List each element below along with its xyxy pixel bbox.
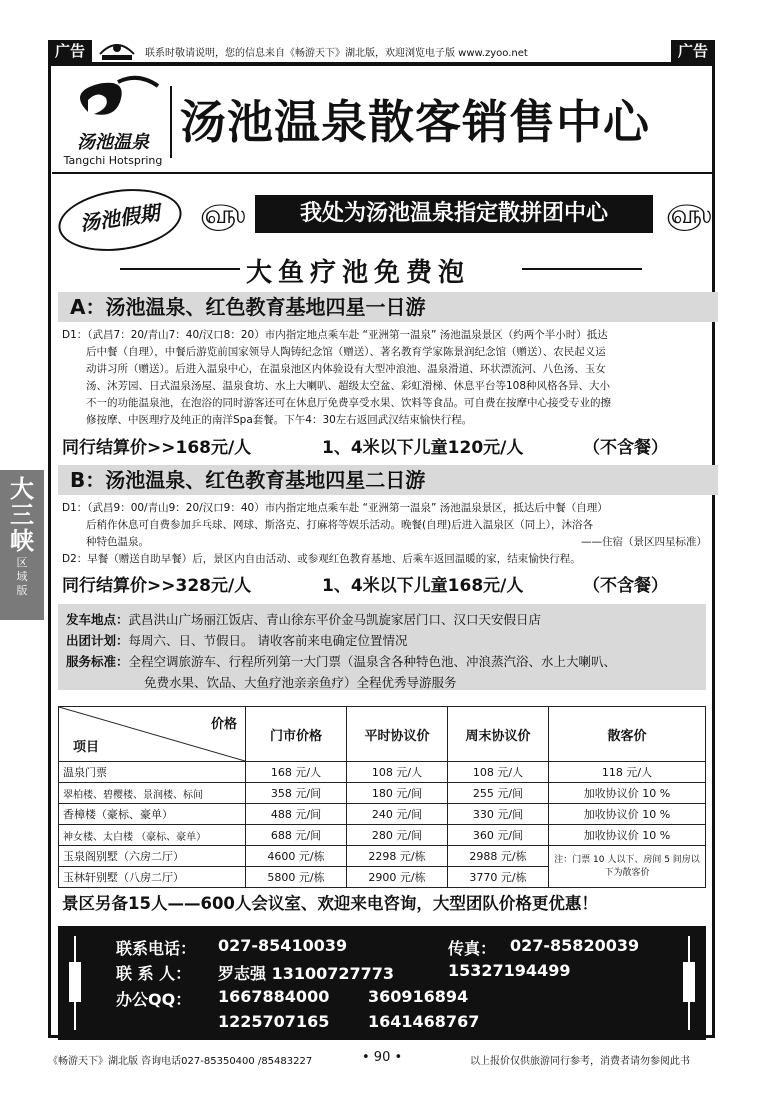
page-number: • 90 • [362,1050,403,1065]
divider [170,86,172,158]
tour-b-heading: B：汤池温泉、红色教育基地四星二日游 [58,465,718,495]
cell: 488 元/间 [246,804,347,825]
magazine-logo-icon [96,34,138,62]
depart-label: 发车地点： [66,612,129,627]
itinerary-line: 后中餐（自理），中餐后游览前国家领导人陶铸纪念馆（赠送）、著名教育学家陈景润纪念馆（赠送）、农民起义运 [86,346,606,358]
cell: 4600 元/栋 [246,846,347,867]
col-header: 散客价 [549,707,706,762]
itinerary-line [62,534,707,551]
logo-cn: 汤池温泉 [77,132,149,153]
col-header: 平时协议价 [347,707,448,762]
itinerary-line: D1：（武昌9：00/青山9：20/汉口9：40）市内指定地点乘车赴 “亚洲第一温泉” 汤池温泉景区，抵达后中餐（自理） [62,502,608,514]
cell: 180 元/间 [347,783,448,804]
corner-top: 价格 [210,717,237,732]
col-header: 周末协议价 [448,707,549,762]
side-region-tab [0,470,44,620]
itinerary-line: 动讲习所（赠送）。后进入温泉中心，在温泉池区内体验设有大型冲浪池、温泉滑道、环状漂流河、八色汤、玉女 [86,363,606,375]
itinerary-line: 不一的功能温泉池，在泡浴的同时游客还可在休息厅免费享受水果、饮料等食品。可自费在按摩中心接受专业的擦 [86,397,611,409]
qq-value[interactable]: 1641468767 [368,1012,480,1031]
qq-label: 办公QQ： [116,990,192,1009]
side-tab-title: 大三峡 [10,474,34,555]
info-box [58,604,706,690]
corner-bottom: 项目 [73,740,100,755]
cell: 玉林轩别墅（八房二厅） [59,867,246,888]
table-row [59,825,706,846]
cell: 加收协议价 10 % [549,825,706,846]
fax-label: 传真： [448,939,497,958]
tel-value[interactable]: 027-85410039 [218,936,348,955]
itinerary-line: 修按摩、中医理疗及纯正的南洋Spa套餐。下午4：30左右返回武汉结束愉快行程。 [86,414,473,426]
tour-a-child-price: 1、4米以下儿童120元/人 [322,438,524,458]
contact-box [58,926,706,1040]
cell: 2988 元/栋 [448,846,549,867]
decor-block [683,962,695,1002]
ornament-left-icon: ௵ [200,200,246,230]
table-corner [59,707,246,762]
plan-label: 出团计划： [66,633,129,648]
table-row [59,804,706,825]
tour-b-meal: （不含餐） [583,576,668,596]
meeting-note: 景区另备15人——600人会议室、欢迎来电咨询，大型团队价格更优惠！ [62,894,598,913]
cell: 280 元/间 [347,825,448,846]
table-row [59,846,706,867]
col-header: 门市价格 [246,707,347,762]
service-value: 免费水果、饮品、大鱼疗池亲亲鱼疗）全程优秀导游服务 [144,675,457,690]
plan-value: 每周六、日、节假日。 请收客前来电确定位置情况 [128,633,408,648]
itinerary-line: 后稍作休息可自费参加乒乓球、网球、斯洛克、打麻将等娱乐活动。晚餐(自理)后进入温泉区（同上），沐浴各 [86,519,593,531]
cell: 330 元/间 [448,804,549,825]
cell: 118 元/人 [549,762,706,783]
itinerary-text: 种特色温泉。 [86,536,149,548]
table-note: 注：门票 10 人以下、房间 5 间房以下为散客价 [549,846,706,888]
cell: 香樟楼（豪标、豪单） [59,804,246,825]
holiday-badge: 汤池假期 [54,182,185,259]
price-table [58,706,706,888]
cell: 358 元/间 [246,783,347,804]
tour-b-child-price: 1、4米以下儿童168元/人 [322,576,524,596]
cell: 翠柏楼、碧樱楼、景润楼、标间 [59,783,246,804]
cell: 2900 元/栋 [347,867,448,888]
cell: 3770 元/栋 [448,867,549,888]
cell: 2298 元/栋 [347,846,448,867]
divider [120,268,240,270]
divider [522,268,642,270]
stay-note: ——住宿（景区四星标准） [581,536,707,548]
cell: 688 元/间 [246,825,347,846]
footer-right: 以上报价仅供旅游同行参考，消费者请勿参阅此书 [470,1056,690,1067]
cell: 168 元/人 [246,762,347,783]
tour-a-heading: A：汤池温泉、红色教育基地四星一日游 [58,292,718,322]
logo-swirl-icon [58,72,168,132]
feature-title: 大鱼疗池免费泡 [246,258,471,288]
tangchi-logo [58,72,168,168]
service-value: 全程空调旅游车、行程所列第一大门票（温泉含各种特色池、冲浪蒸汽浴、水上大喇叭、 [128,654,617,669]
table-row [59,783,706,804]
cell: 240 元/间 [347,804,448,825]
tour-a-price: 同行结算价>>168元/人 [62,438,252,458]
decor-block [69,962,81,1002]
cell: 温泉门票 [59,762,246,783]
qq-value[interactable]: 360916894 [368,987,469,1006]
ad-label-right: 广告 [671,40,715,62]
divider [52,172,712,174]
person-label: 联 系 人： [116,964,192,983]
fax-value: 027-85820039 [510,936,640,955]
itinerary-line: D2：早餐（赠送自助早餐）后，景区内自由活动、或参观红色教育基地、后乘车返回温暖的家，结束愉快行程。 [62,553,581,565]
table-header [59,707,706,762]
qq-value[interactable]: 1667884000 [218,987,330,1006]
tour-a-itinerary [62,327,707,429]
person-value[interactable]: 罗志强 13100727773 [218,964,395,983]
cell: 玉泉阁别墅（六房二厅） [59,846,246,867]
tour-a-meal: （不含餐） [583,438,668,458]
mobile-value[interactable]: 15327194499 [448,961,571,980]
cell: 加收协议价 10 % [549,804,706,825]
cell: 神女楼、太白楼 （豪标、豪单） [59,825,246,846]
qq-value[interactable]: 1225707165 [218,1012,330,1031]
side-tab-sub: 区域版 [16,556,28,597]
tour-b-price: 同行结算价>>328元/人 [62,576,252,596]
ornament-right-icon: ௵ [666,200,712,230]
tel-label: 联系电话： [116,939,197,958]
cell: 108 元/人 [448,762,549,783]
itinerary-line: D1：（武昌7：20/青山7：40/汉口8：20）市内指定地点乘车赴 “亚洲第一温泉” 汤池温泉景区（约两个半小时）抵达 [62,329,608,341]
cell: 5800 元/栋 [246,867,347,888]
itinerary-line: 汤、沐芳园、日式温泉汤屋、温泉食坊、水上大喇叭、超级太空盆、彩虹滑梯、休息平台等108种风格各异、大小 [86,380,611,392]
cell: 加收协议价 10 % [549,783,706,804]
depart-value: 武昌洪山广场丽江饭店、青山徐东平价金马凯旋家居门口、汉口天安假日店 [128,612,542,627]
main-title: 汤池温泉散客销售中心 [180,95,650,149]
footer-left: 《畅游天下》湖北版 咨询电话027-85350400 /85483227 [48,1056,313,1067]
header-note: 联系时敬请说明，您的信息来自《畅游天下》湖北版，欢迎浏览电子版 www.zyoo.net [145,48,528,59]
table-row [59,762,706,783]
logo-en: Tangchi Hotspring [63,154,163,167]
ad-label-left: 广告 [48,40,92,62]
slogan-banner: 我处为汤池温泉指定散拼团中心 [255,195,653,233]
service-label: 服务标准： [66,654,129,669]
tour-b-itinerary [62,500,707,568]
cell: 255 元/间 [448,783,549,804]
cell: 360 元/间 [448,825,549,846]
cell: 108 元/人 [347,762,448,783]
